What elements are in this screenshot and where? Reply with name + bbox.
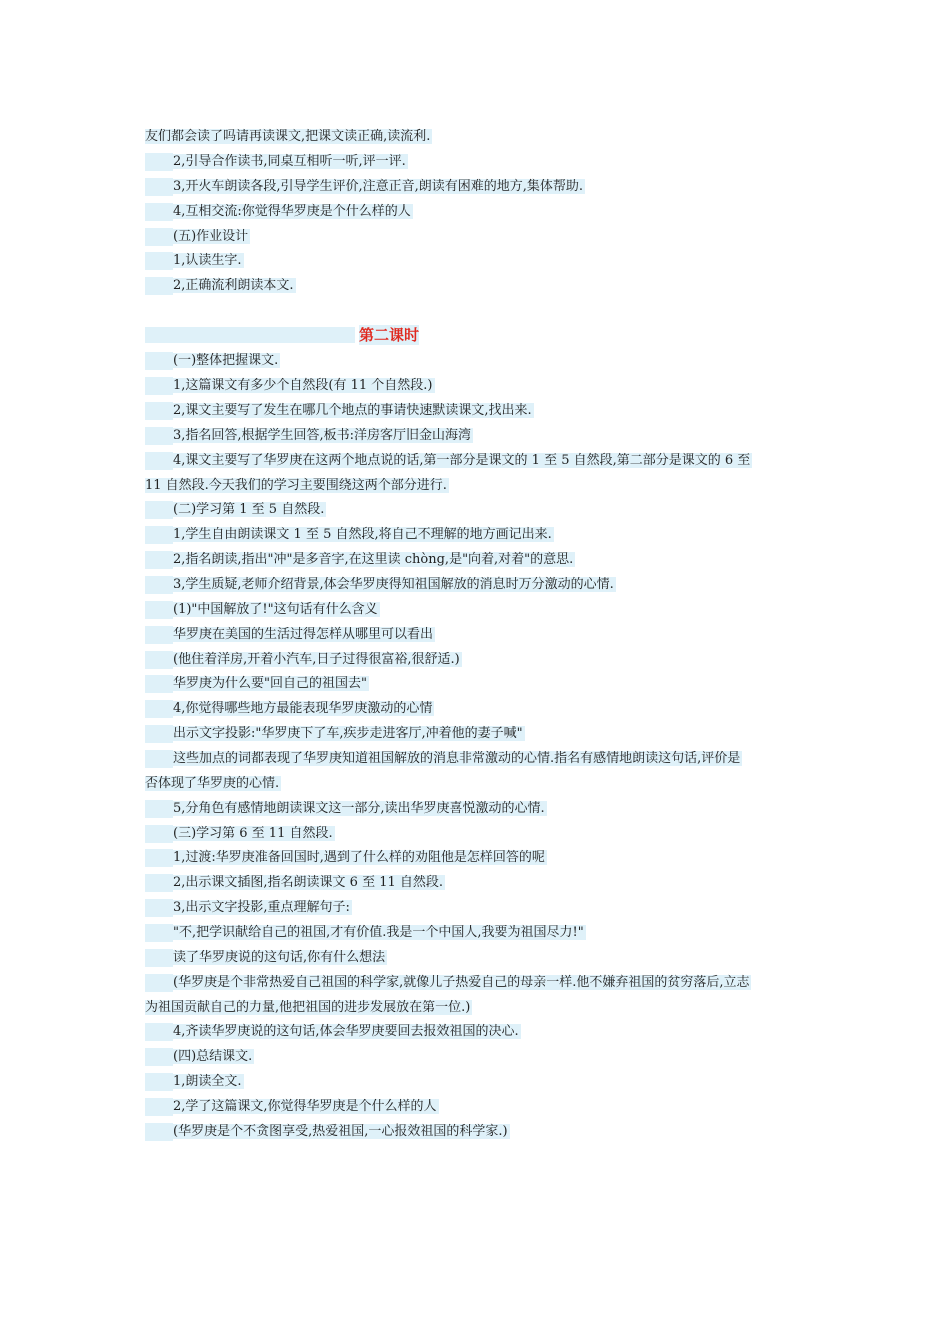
text-line: [145, 825, 810, 843]
indent: [145, 949, 173, 967]
indent: [145, 501, 173, 519]
indent: [145, 252, 173, 270]
line-text: (一)整体把握课文.: [173, 353, 279, 368]
indent: [145, 849, 173, 867]
indent: [145, 526, 173, 544]
line-text: 出示文字投影:"华罗庚下了车,疾步走进客厅,冲着他的妻子喊": [173, 726, 523, 741]
text-line: [145, 526, 810, 544]
line-text: 2,出示课文插图,指名朗读课文 6 至 11 自然段.: [173, 875, 444, 890]
indent: [145, 228, 173, 246]
line-text: 华罗庚在美国的生活过得怎样从哪里可以看出: [173, 627, 434, 642]
indent: [145, 1098, 173, 1116]
line-text: 3,指名回答,根据学生回答,板书:洋房客厅旧金山海湾: [173, 428, 472, 443]
line-text: 1,过渡:华罗庚准备回国时,遇到了什么样的劝阻他是怎样回答的呢: [173, 850, 545, 865]
line-text: (四)总结课文.: [173, 1049, 253, 1064]
text-line: [145, 252, 810, 270]
text-line: [145, 899, 810, 917]
text-line: [145, 1098, 810, 1116]
indent: [145, 700, 173, 718]
indent: [145, 427, 173, 445]
text-line: [145, 874, 810, 892]
text-line: [145, 999, 810, 1017]
text-line: [145, 924, 810, 942]
line-text: (华罗庚是个非常热爱自己祖国的科学家,就像儿子热爱自己的母亲一样.他不嫌弃祖国的贫穷落后,立志: [173, 975, 750, 990]
indent: [145, 626, 173, 644]
text-line: [145, 128, 810, 146]
line-text: 4,齐读华罗庚说的这句话,体会华罗庚要回去报效祖国的决心.: [173, 1024, 519, 1039]
text-line: [145, 651, 810, 669]
indent: [145, 1073, 173, 1091]
line-text: (三)学习第 6 至 11 自然段.: [173, 826, 333, 841]
text-line: [145, 949, 810, 967]
text-line: [145, 377, 810, 395]
text-line: [145, 601, 810, 619]
line-text: 3,开火车朗读各段,引导学生评价,注意正音,朗读有困难的地方,集体帮助.: [173, 179, 584, 194]
text-line: [145, 501, 810, 519]
text-line: [145, 551, 810, 569]
indent: [145, 402, 173, 420]
text-line: [145, 1123, 810, 1141]
text-line: [145, 402, 810, 420]
line-text: "不,把学识献给自己的祖国,才有价值.我是一个中国人,我要为祖国尽力!": [173, 925, 584, 940]
line-text: (二)学习第 1 至 5 自然段.: [173, 502, 325, 517]
text-line: [145, 153, 810, 171]
title-highlight: [145, 327, 355, 343]
indent: [145, 800, 173, 818]
line-text: 4,课文主要写了华罗庚在这两个地点说的话,第一部分是课文的 1 至 5 自然段,第二部分是课文的 6 至: [173, 453, 751, 468]
indent: [145, 974, 173, 992]
line-text: 友们都会读了吗请再读课文,把课文读正确,读流利.: [145, 129, 431, 144]
line-text: 1,学生自由朗读课文 1 至 5 自然段,将自己不理解的地方画记出来.: [173, 527, 552, 542]
line-text: 4,互相交流:你觉得华罗庚是个什么样的人: [173, 204, 411, 219]
text-line: [145, 477, 810, 495]
indent: [145, 178, 173, 196]
line-text: (华罗庚是个不贪图享受,热爱祖国,一心报效祖国的科学家.): [173, 1124, 508, 1139]
line-text: 4,你觉得哪些地方最能表现华罗庚激动的心情: [173, 701, 433, 716]
line-text: 3,学生质疑,老师介绍背景,体会华罗庚得知祖国解放的消息时万分激动的心情.: [173, 577, 614, 592]
line-text: 2,引导合作读书,同桌互相听一听,评一评.: [173, 154, 406, 169]
line-text: 为祖国贡献自己的力量,他把祖国的进步发展放在第一位.): [145, 1000, 471, 1015]
indent: [145, 899, 173, 917]
line-text: 1,认读生字.: [173, 253, 242, 268]
text-line: [145, 427, 810, 445]
line-text: 华罗庚为什么要"回自己的祖国去": [173, 676, 367, 691]
line-text: (1)"中国解放了!"这句话有什么含义: [173, 602, 378, 617]
indent: [145, 551, 173, 569]
text-line: [145, 178, 810, 196]
line-text: 1,朗读全文.: [173, 1074, 242, 1089]
indent: [145, 924, 173, 942]
text-line: [145, 725, 810, 743]
line-text: 1,这篇课文有多少个自然段(有 11 个自然段.): [173, 378, 433, 393]
indent: [145, 1123, 173, 1141]
section-title: 第二课时: [359, 326, 420, 344]
indent: [145, 874, 173, 892]
indent: [145, 825, 173, 843]
indent: [145, 377, 173, 395]
line-text: (他住着洋房,开着小汽车,日子过得很富裕,很舒适.): [173, 652, 460, 667]
indent: [145, 725, 173, 743]
line-text: 这些加点的词都表现了华罗庚知道祖国解放的消息非常激动的心情.指名有感情地朗读这句话,评价是: [173, 751, 741, 766]
indent: [145, 277, 173, 295]
text-line: [145, 626, 810, 644]
line-text: 否体现了华罗庚的心情.: [145, 776, 280, 791]
indent: [145, 675, 173, 693]
line-text: (五)作业设计: [173, 229, 249, 244]
indent: [145, 203, 173, 221]
indent: [145, 750, 173, 768]
text-line: [145, 352, 810, 370]
text-line: [145, 775, 810, 793]
indent: [145, 1048, 173, 1066]
text-line: [145, 849, 810, 867]
line-text: 2,正确流利朗读本文.: [173, 278, 294, 293]
text-line: [145, 1023, 810, 1041]
line-text: 2,课文主要写了发生在哪几个地点的事请快速默读课文,找出来.: [173, 403, 532, 418]
indent: [145, 651, 173, 669]
indent: [145, 153, 173, 171]
text-line: [145, 277, 810, 295]
text-line: [145, 800, 810, 818]
line-text: 3,出示文字投影,重点理解句子:: [173, 900, 350, 915]
text-line: [145, 700, 810, 718]
line-text: 读了华罗庚说的这句话,你有什么想法: [173, 950, 386, 965]
text-line: [145, 750, 810, 768]
text-line: [145, 228, 810, 246]
indent: [145, 1023, 173, 1041]
text-line: [145, 576, 810, 594]
indent: [145, 576, 173, 594]
text-line: [145, 974, 810, 992]
line-text: 2,指名朗读,指出"冲"是多音字,在这里读 chòng,是"向着,对着"的意思.: [173, 552, 574, 567]
text-line: [145, 1048, 810, 1066]
line-text: 5,分角色有感情地朗读课文这一部分,读出华罗庚喜悦激动的心情.: [173, 801, 545, 816]
line-text: 11 自然段.今天我们的学习主要围绕这两个部分进行.: [145, 478, 447, 493]
line-text: 2,学了这篇课文,你觉得华罗庚是个什么样的人: [173, 1099, 437, 1114]
indent: [145, 352, 173, 370]
indent: [145, 601, 173, 619]
text-line: [145, 452, 810, 470]
text-line: [145, 1073, 810, 1091]
indent: [145, 452, 173, 470]
text-line: [145, 675, 810, 693]
text-line: [145, 203, 810, 221]
